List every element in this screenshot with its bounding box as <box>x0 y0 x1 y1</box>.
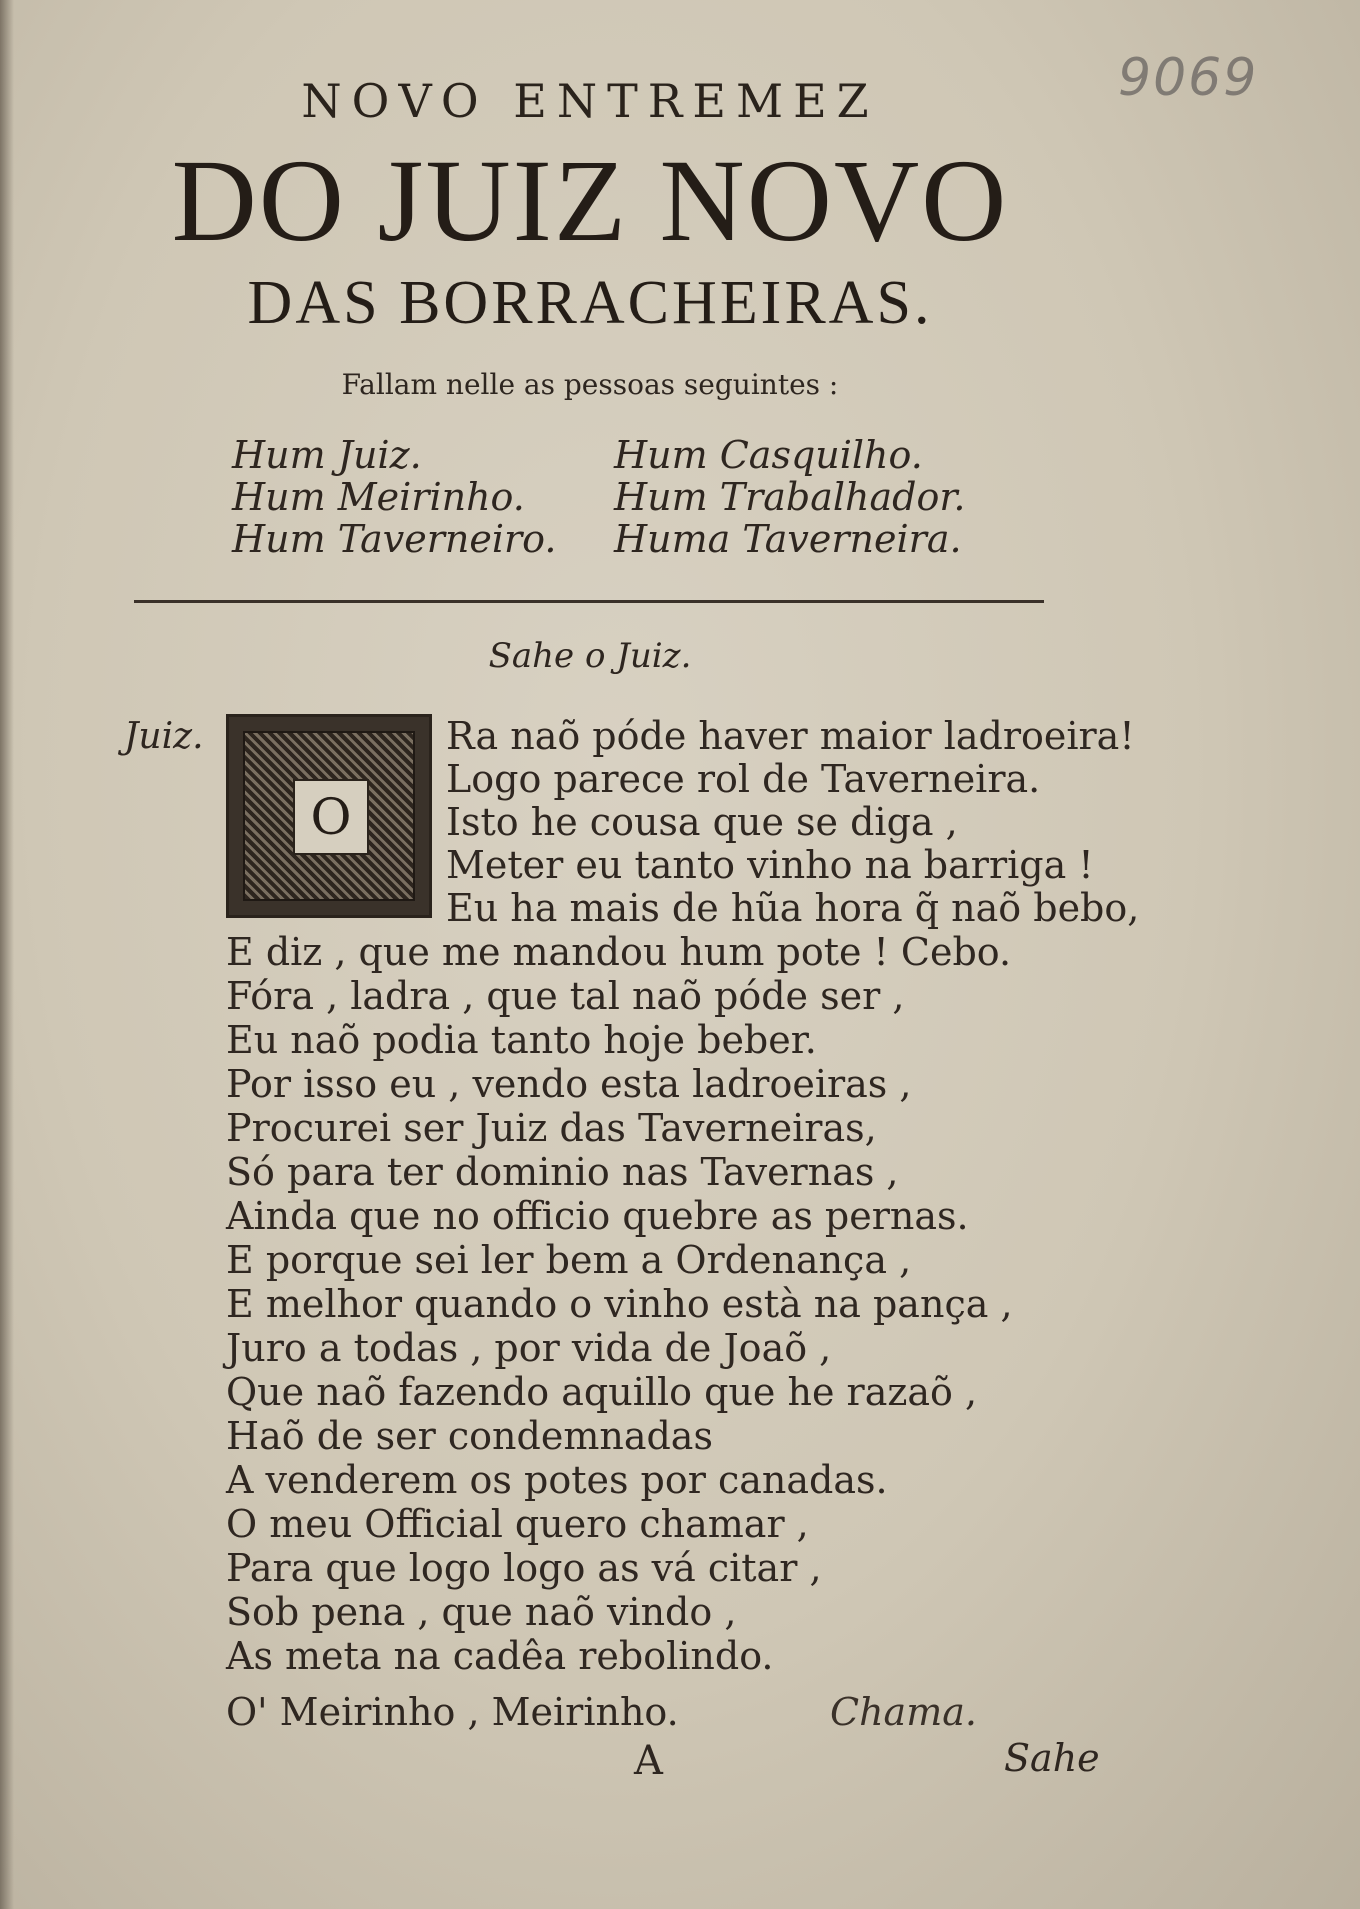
verse-line: Logo parece rol de Taverneira. <box>446 757 1041 801</box>
verse-line: E melhor quando o vinho està na pança , <box>226 1282 1013 1326</box>
verse-line: E porque sei ler bem a Ordenança , <box>226 1238 912 1282</box>
verse-line: Meter eu tanto vinho na barriga ! <box>446 843 1094 887</box>
verse-line: A venderem os potes por canadas. <box>226 1458 888 1502</box>
speakers-heading: Fallam nelle as pessoas seguintes : <box>341 368 839 401</box>
verse-line: Eu ha mais de hũa hora q̃ naõ bebo, <box>446 886 1140 930</box>
initial-letter: O <box>293 779 369 855</box>
cast-item: Hum Casquilho. <box>614 433 923 477</box>
verse-line: O' Meirinho , Meirinho. <box>226 1690 679 1734</box>
verse-line: Que naõ fazendo aquillo que he razaõ , <box>226 1370 978 1414</box>
catchword: Sahe <box>1004 1736 1100 1780</box>
title-line-1: NOVO ENTREMEZ <box>301 74 879 128</box>
verse-line: Para que logo logo as vá citar , <box>226 1546 822 1590</box>
verse-line: Eu naõ podia tanto hoje beber. <box>226 1018 817 1062</box>
stage-cue: Chama. <box>830 1690 977 1734</box>
verse-line: Ra naõ póde haver maior ladroeira! <box>446 714 1135 758</box>
horizontal-rule <box>134 600 1044 603</box>
cast-list-right <box>614 434 965 560</box>
verse-line: Procurei ser Juiz das Taverneiras, <box>226 1106 877 1150</box>
verse-line: Isto he cousa que se diga , <box>446 800 958 844</box>
verse-line: Haõ de ser condemnadas <box>226 1414 713 1458</box>
handwritten-shelfmark: 9069 <box>1118 48 1259 108</box>
title-line-3: DAS BORRACHEIRAS. <box>247 269 933 337</box>
cast-item: Hum Meirinho. <box>232 475 525 519</box>
verse-line: As meta na cadêa rebolindo. <box>226 1634 774 1678</box>
verse-line: Só para ter dominio nas Tavernas , <box>226 1150 899 1194</box>
cast-list-left <box>232 434 556 560</box>
stage-direction: Sahe o Juiz. <box>488 636 692 676</box>
verse-line: Juro a todas , por vida de Joaõ , <box>226 1326 832 1370</box>
verse-line: Fóra , ladra , que tal naõ póde ser , <box>226 974 905 1018</box>
title-line-2: DO JUIZ NOVO <box>171 135 1009 266</box>
verse-line: E diz , que me mandou hum pote ! Cebo. <box>226 930 1012 974</box>
verse-line: O meu Official quero chamar , <box>226 1502 809 1546</box>
verse-line: Ainda que no officio quebre as pernas. <box>226 1194 969 1238</box>
speaker-label: Juiz. <box>124 716 204 757</box>
cast-item: Hum Trabalhador. <box>614 475 966 519</box>
signature-mark: A <box>634 1738 663 1784</box>
verse-line: Por isso eu , vendo esta ladroeiras , <box>226 1062 912 1106</box>
cast-item: Hum Taverneiro. <box>232 517 557 561</box>
cast-item: Huma Taverneira. <box>614 517 962 561</box>
verse-line: Sob pena , que naõ vindo , <box>226 1590 737 1634</box>
cast-item: Hum Juiz. <box>232 433 422 477</box>
decorated-initial <box>226 714 432 918</box>
